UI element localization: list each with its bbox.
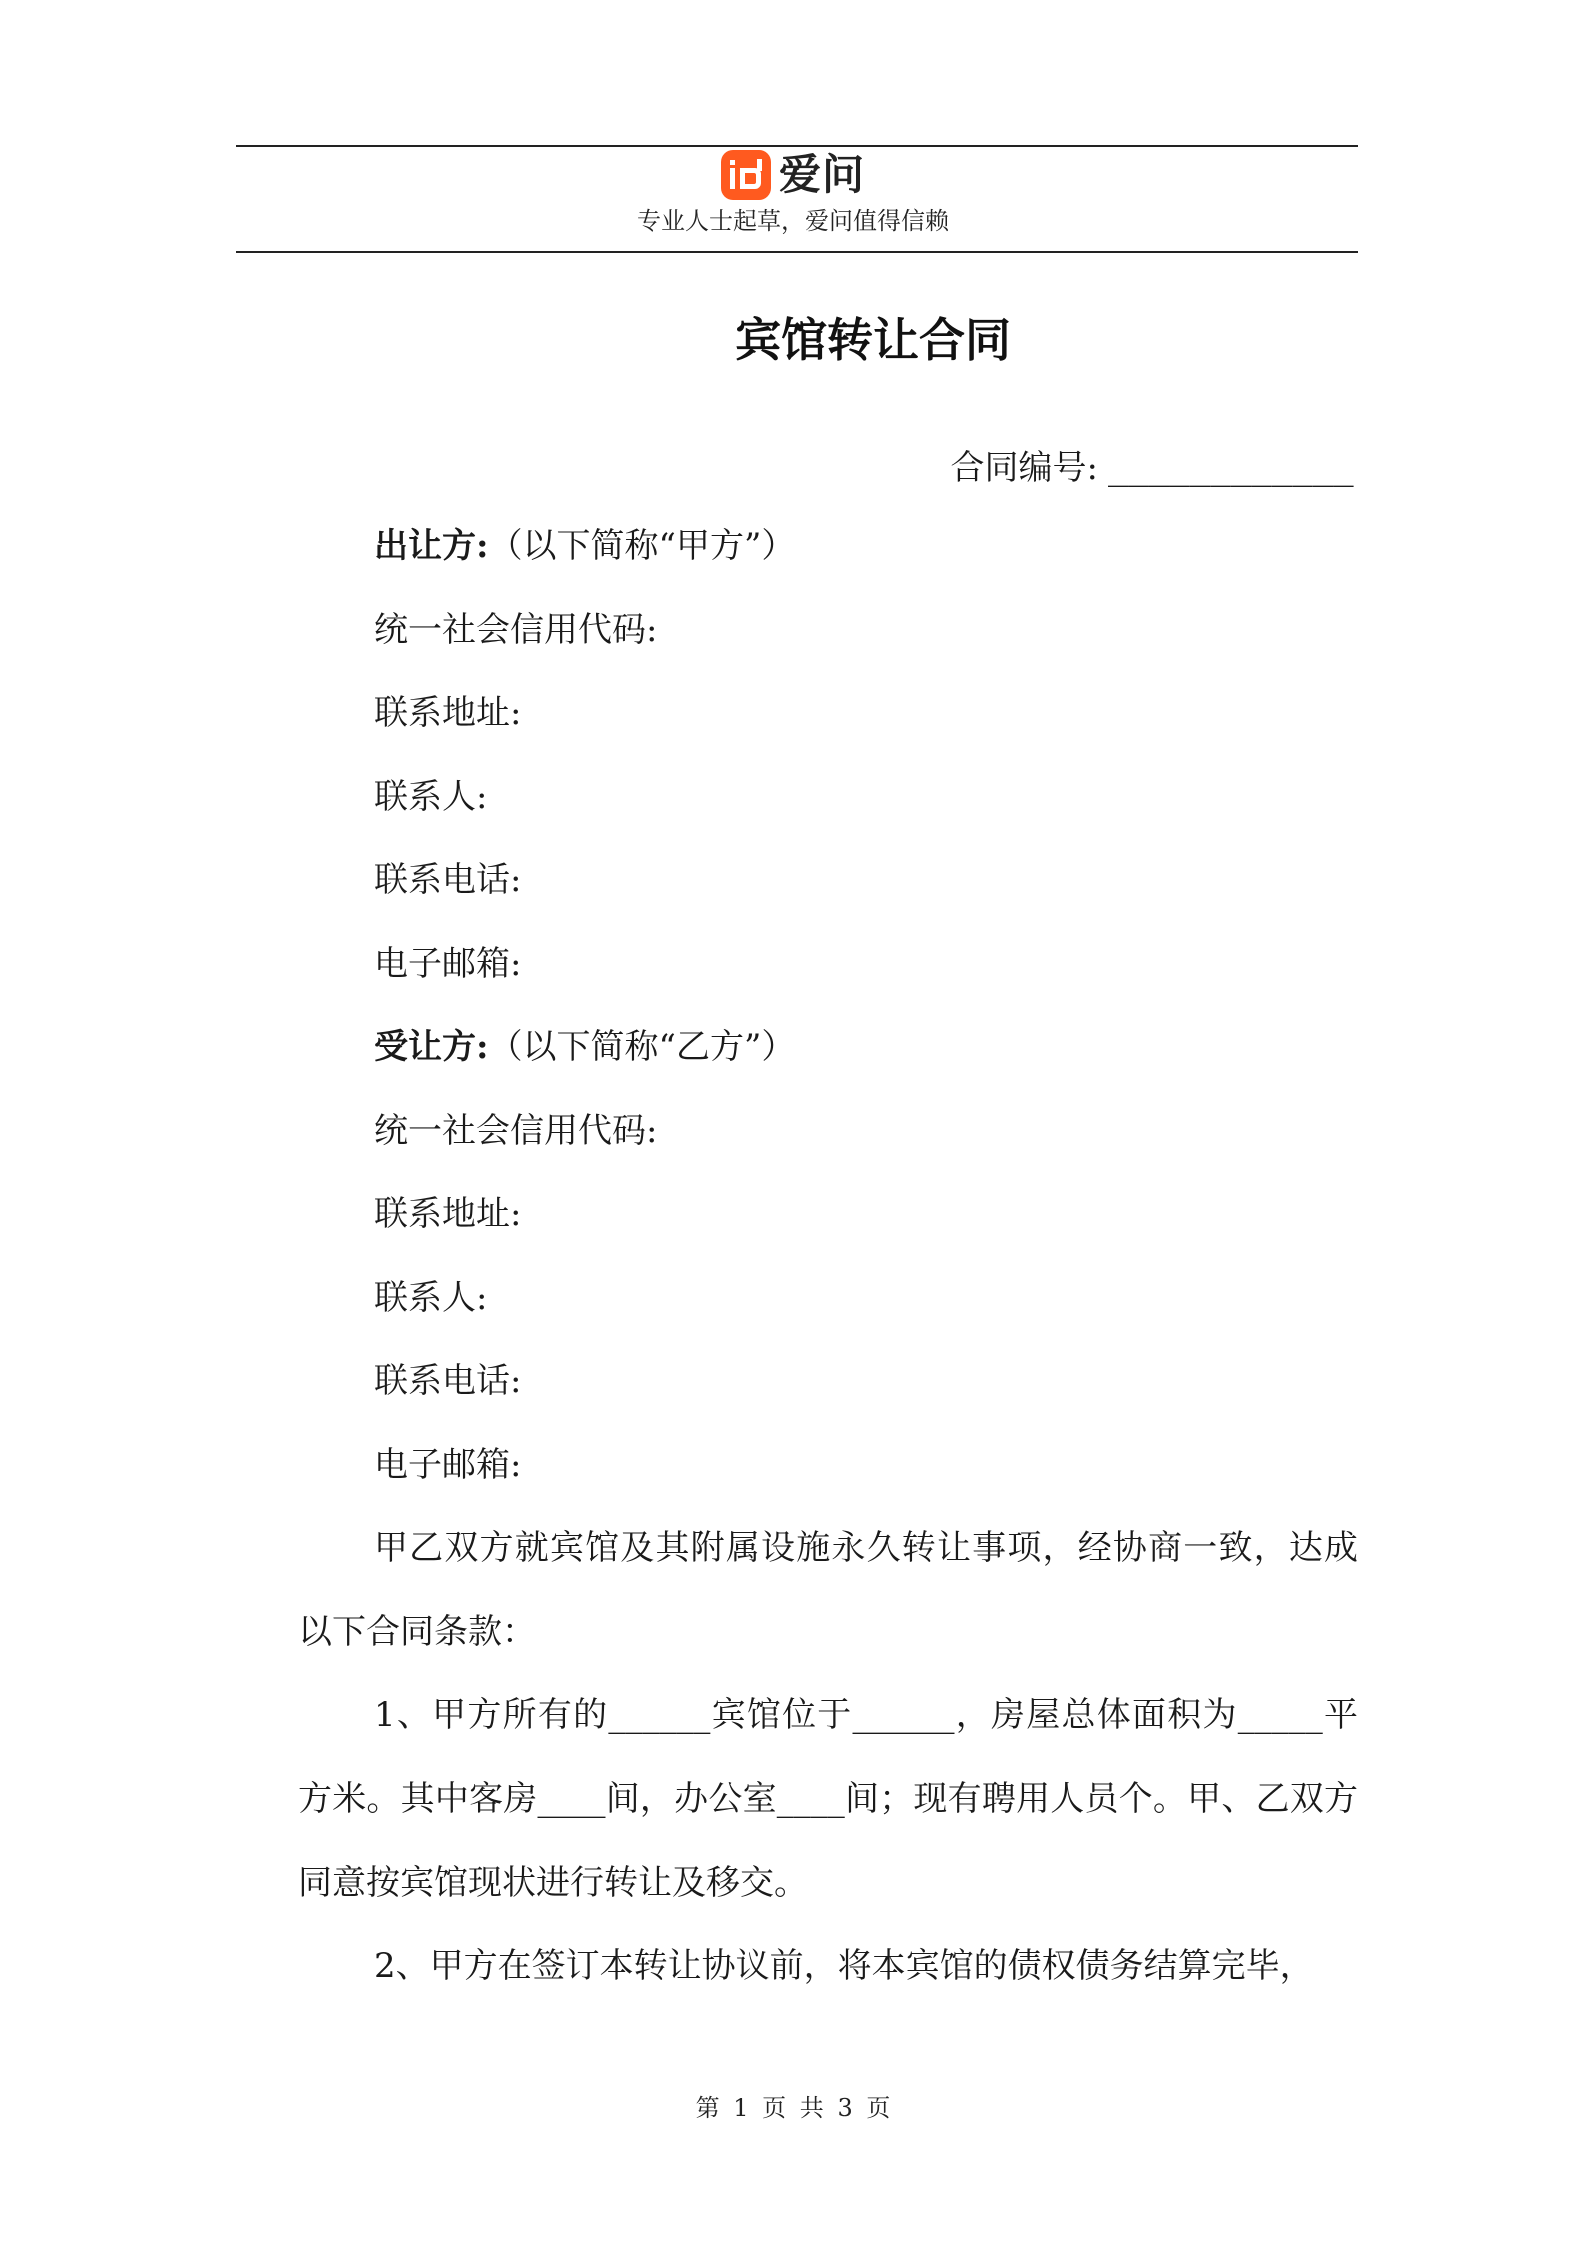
party-b-label: 受让方: xyxy=(374,1027,489,1067)
tagline: 专业人士起草，爱问值得信赖 xyxy=(637,207,949,235)
party-a-credit-code: 统一社会信用代码: xyxy=(374,610,658,650)
page-number: 第 1 页 共 3 页 xyxy=(695,2094,891,2122)
party-b-note: （以下简称“乙方”） xyxy=(488,1027,796,1067)
party-a-phone: 联系电话: xyxy=(374,860,522,900)
party-b-credit-code: 统一社会信用代码: xyxy=(374,1111,658,1151)
party-a-address: 联系地址: xyxy=(374,693,522,733)
header-top-rule xyxy=(236,145,1358,147)
aiwen-logo-glyph xyxy=(721,150,771,200)
party-b-email: 电子邮箱: xyxy=(374,1445,522,1485)
party-b-address: 联系地址: xyxy=(374,1194,522,1234)
clause-2: 2、甲方在签订本转让协议前，将本宾馆的债权债务结算完毕， xyxy=(374,1946,1314,1986)
clause-1: 1、甲方所有的______宾馆位于______，房屋总体面积为_____平方米。其中客房____间，办公室____间；现有聘用人员个。甲、乙双方同意按宾馆现状进行转让及移交。 xyxy=(298,1695,1358,1903)
party-b-heading xyxy=(374,1019,795,1075)
contract-number-blank: ____________ xyxy=(1108,448,1354,488)
party-a-contact: 联系人: xyxy=(374,777,488,817)
party-a-heading xyxy=(374,518,795,574)
aiwen-logo-icon xyxy=(721,150,771,200)
party-a-label: 出让方: xyxy=(374,526,489,566)
brand-name: 爱问 xyxy=(778,150,865,199)
party-a-email: 电子邮箱: xyxy=(374,944,522,984)
party-b-contact: 联系人: xyxy=(374,1278,488,1318)
party-b-phone: 联系电话: xyxy=(374,1361,522,1401)
document-title: 宾馆转让合同 xyxy=(735,313,1011,367)
header-bottom-rule xyxy=(236,251,1358,253)
contract-number-label: 合同编号: xyxy=(950,448,1098,488)
brand xyxy=(0,150,1586,200)
party-a-note: （以下简称“甲方”） xyxy=(488,526,796,566)
contract-number xyxy=(951,440,1358,496)
intro-paragraph: 甲乙双方就宾馆及其附属设施永久转让事项，经协商一致，达成以下合同条款： xyxy=(298,1528,1358,1652)
